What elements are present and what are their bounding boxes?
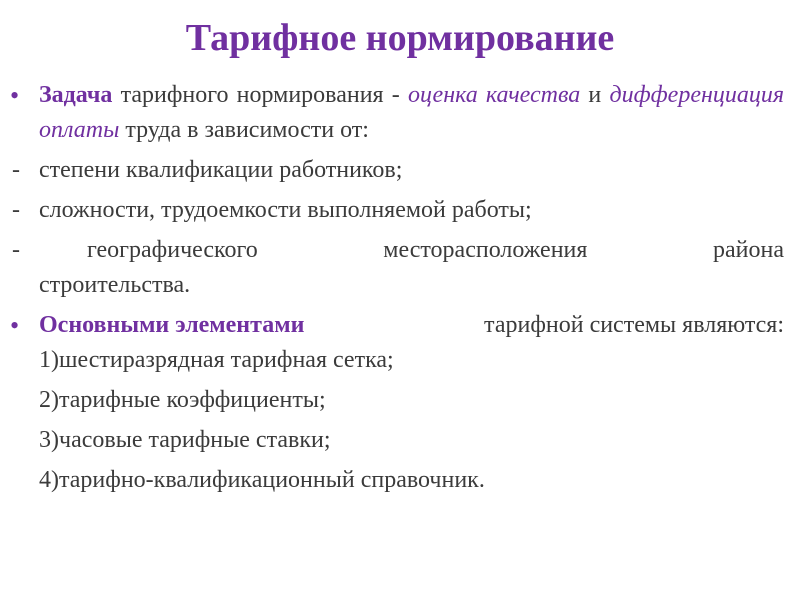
elements-label: Основными элементами <box>39 312 305 338</box>
task-text-2: и <box>588 82 602 108</box>
task-italic-2: дифференциация оплаты <box>39 82 785 143</box>
location-word-2: месторасположения <box>383 237 588 263</box>
elements-text: тарифной системы являются: <box>484 312 784 338</box>
dash-item-complexity <box>0 193 800 228</box>
slide-body <box>0 78 800 503</box>
dash-item-text: степени квалификации работников; <box>39 157 403 183</box>
element-item-2: 2)тарифные коэффициенты; <box>39 387 326 413</box>
bullet-marker: • <box>10 311 20 340</box>
dash-item-qualification <box>0 153 800 188</box>
bullet-item-elements <box>0 308 800 378</box>
slide-title: Тарифное нормирование <box>185 17 615 59</box>
task-text-3: труда в зависимости от: <box>125 117 369 143</box>
bullet-item-task <box>0 78 800 148</box>
element-item-1: 1)шестиразрядная тарифная сетка; <box>39 347 394 373</box>
dash-marker: - <box>12 197 20 223</box>
location-tail: строительства. <box>39 272 191 298</box>
bullet-marker: • <box>10 81 20 110</box>
dash-item-text: сложности, трудоемкости выполняемой работы; <box>39 197 532 223</box>
dash-item-location <box>0 233 800 303</box>
location-word-3: района <box>712 237 784 263</box>
element-item-3: 3)часовые тарифные ставки; <box>39 427 331 453</box>
elements-line <box>39 308 784 343</box>
location-word-1: географического <box>87 237 258 263</box>
task-label: Задача <box>39 82 113 108</box>
task-text-1: тарифного нормирования - <box>120 82 400 108</box>
dash-marker: - <box>12 157 20 183</box>
dash-marker: - <box>12 237 20 263</box>
location-line <box>39 233 784 268</box>
element-item-4: 4)тарифно-квалификационный справочник. <box>39 467 485 493</box>
task-italic-1: оценка качества <box>407 82 581 108</box>
